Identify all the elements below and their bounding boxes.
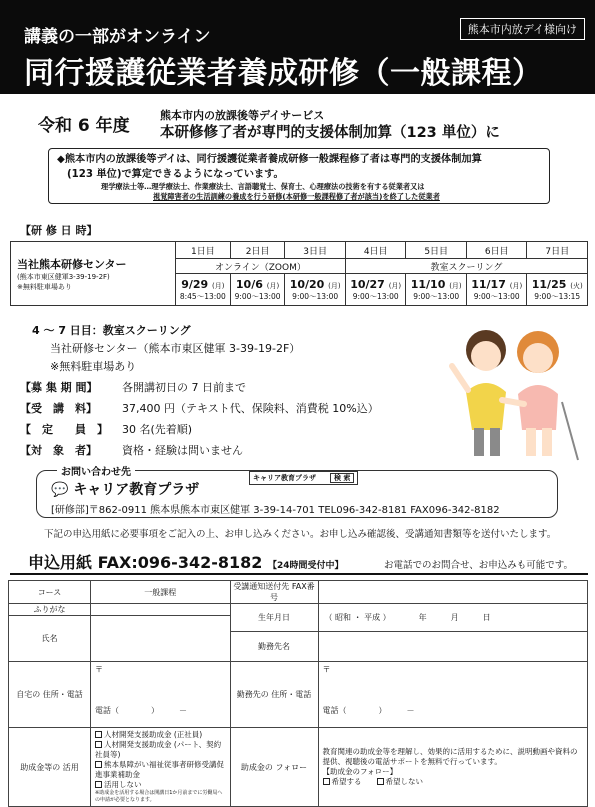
course-details <box>20 322 440 458</box>
work-address-label: 勤務先の 住所・電話 <box>230 662 318 728</box>
school-label: 教室スクーリング <box>345 259 587 274</box>
page-title: 同行援護従業者養成研修（一般課程） <box>24 56 543 91</box>
contact-box <box>36 467 558 518</box>
guide-illustration <box>438 322 588 462</box>
home-address-label: 自宅の 住所・電話 <box>9 662 91 728</box>
info-row: 【募 集 期 間】 各開講初日の 7 日前まで <box>20 381 246 394</box>
info-row: 【 定 員 】 30 名(先着順) <box>20 423 193 436</box>
name-field[interactable] <box>91 616 231 662</box>
session-cell: 10/20 (月) 9:00～13:00 <box>285 274 346 306</box>
header-banner <box>0 0 595 94</box>
contact-address: [研修部]〒862-0911 熊本県熊本市東区健軍 3-39-14-701 TEL096-342-8181 FAX096-342-8182 <box>51 505 500 516</box>
online-label: オンライン（ZOOM） <box>176 259 346 274</box>
session-cell: 11/17 (月) 9:00～13:00 <box>466 274 527 306</box>
phone-note: お電話でのお問合せ、お申込みも可能です。 <box>384 560 573 571</box>
chat-icon: 💬 <box>51 482 69 498</box>
intro-line2: 本研修修了者が専門的支援体制加算（123 単位）に <box>160 125 500 141</box>
subsidy-option[interactable]: 熊本県障がい福祉従事者研修受講促進事業補助金 <box>95 760 224 779</box>
course-value: 一般課程 <box>91 581 231 604</box>
subsidy-options <box>91 728 231 807</box>
followup-yes[interactable]: 希望する <box>323 777 362 786</box>
checkbox[interactable] <box>377 778 384 785</box>
info-row: 【対 象 者】 資格・経験は問いません <box>20 444 243 457</box>
checkbox[interactable] <box>95 731 102 738</box>
session-cell: 10/6 (月) 9:00～13:00 <box>230 274 285 306</box>
school-title: 4 ～ 7 日目：教室スクーリング <box>32 324 191 337</box>
checkbox[interactable] <box>95 741 102 748</box>
intro-line1: 熊本市内の放課後等デイサービス <box>160 109 325 122</box>
subsidy-option[interactable]: 人材開発支援助成金 (正社員) <box>95 730 226 740</box>
notice-line3: 理学療法士等…理学療法士、作業療法士、言語聴覚士、保育士、心理療法の技術を有する従業者又は <box>101 182 425 191</box>
session-cell: 11/10 (月) 9:00～13:00 <box>406 274 467 306</box>
notice-line1: ◆熊本市内の放課後等デイは、同行援護従業者養成研修一般課程修了者は専門的支援体制加算 <box>57 154 482 165</box>
subsidy-label: 助成金等の 活用 <box>9 728 91 807</box>
school-place: 当社研修センター（熊本市東区健軍 3-39-19-2F） <box>50 342 301 355</box>
venue-address: (熊本市東区健軍3-39-19-2F) <box>17 272 110 281</box>
followup-no[interactable]: 希望しない <box>377 777 424 786</box>
application-note: 下記の申込用紙に必要事項をご記入の上、お申し込みください。お申し込み確認後、受講通知書類等を送付いたします。 <box>44 529 557 540</box>
intro <box>38 107 578 141</box>
course-label: コース <box>9 581 91 604</box>
followup-cell: 教育関連の助成金等を理解し、効果的に活用するために、説明動画や資料の提供、視聴後の電話サポートを無料で行っています。 【助成金のフォロー】 希望する 希望しない <box>318 728 588 807</box>
day-label: 7日目 <box>527 242 588 259</box>
work-address-field[interactable]: 〒 電話（ ） － <box>318 662 588 728</box>
day-label: 4日目 <box>345 242 406 259</box>
followup-label: 助成金の フォロー <box>230 728 318 807</box>
day-label: 3日目 <box>285 242 346 259</box>
session-cell: 10/27 (月) 9:00～13:00 <box>345 274 406 306</box>
notice-line2: (123 単位)で算定できるようになっています。 <box>67 169 284 180</box>
search-box[interactable] <box>249 471 358 485</box>
school-parking: ※無料駐車場あり <box>50 360 137 373</box>
subsidy-note: ※助成金を活用する場合は開講日1か月前までに労働局への申請が必要となります。 <box>95 790 223 803</box>
workplace-label: 勤務先名 <box>230 632 318 662</box>
furigana-label: ふりがな <box>9 604 91 616</box>
info-row: 【受 講 料】 37,400 円（テキスト代、保険料、消費税 10%込） <box>20 402 379 415</box>
name-label: 氏名 <box>9 616 91 662</box>
fiscal-year: 令和 6 年度 <box>38 116 130 136</box>
notice-line4: 視覚障害者の生活訓練の養成を行う研修(本研修一般課程修了者が該当)を終了した従業者 <box>153 192 440 201</box>
venue-name: 当社熊本研修センター <box>17 257 127 271</box>
birth-label: 生年月日 <box>230 604 318 632</box>
subsidy-option[interactable]: 人材開発支援助成金 (パート、契約社員等) <box>95 740 222 759</box>
search-button[interactable]: 検 索 <box>330 473 354 483</box>
day-label: 1日目 <box>176 242 231 259</box>
venue-parking: ※無料駐車場あり <box>17 282 72 291</box>
checkbox[interactable] <box>323 778 330 785</box>
application-form <box>8 580 588 807</box>
divider <box>10 573 588 575</box>
session-cell: 11/25 (火) 9:00～13:15 <box>527 274 588 306</box>
contact-title: お問い合わせ先 <box>57 463 135 478</box>
workplace-field[interactable] <box>318 632 588 662</box>
target-badge: 熊本市内放デイ様向け <box>460 18 585 40</box>
brand-name: 💬 キャリア教育プラザ <box>51 482 200 498</box>
application-title: 申込用紙 FAX:096-342-8182 【24時間受付中】 <box>28 553 344 572</box>
fax-label: 受講通知送付先 FAX番号 <box>230 581 318 604</box>
schedule-table <box>10 241 588 306</box>
day-label: 2日目 <box>230 242 285 259</box>
fax-field[interactable] <box>318 581 588 604</box>
furigana-field[interactable] <box>91 604 231 616</box>
checkbox[interactable] <box>95 781 102 788</box>
day-label: 5日目 <box>406 242 467 259</box>
checkbox[interactable] <box>95 761 102 768</box>
search-term: キャリア教育プラザ <box>253 474 316 482</box>
day-label: 6日目 <box>466 242 527 259</box>
session-cell: 9/29 (月) 8:45～13:00 <box>176 274 231 306</box>
home-address-field[interactable]: 〒 電話（ ） － <box>91 662 231 728</box>
header-subtitle: 講義の一部がオンライン <box>24 27 211 47</box>
venue-cell <box>11 242 176 306</box>
schedule-title: 【研 修 日 時】 <box>20 224 98 237</box>
subsidy-option[interactable]: 活用しない <box>95 780 226 790</box>
notice-box <box>48 148 550 204</box>
birth-field[interactable]: （ 昭和 ・ 平成 ） 年 月 日 <box>318 604 588 632</box>
